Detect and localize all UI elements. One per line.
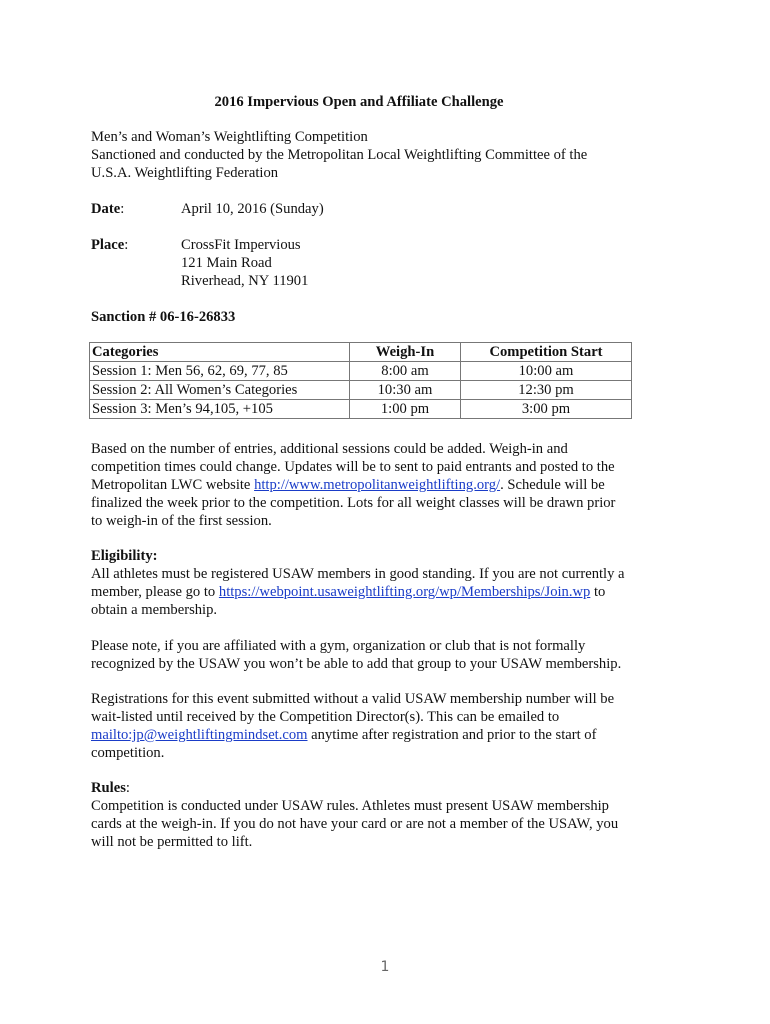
session-start: 12:30 pm [461, 381, 632, 400]
intro-line-1: Men’s and Woman’s Weightlifting Competition [91, 129, 368, 145]
page-number: 1 [380, 959, 390, 975]
sessions-line-5: to weigh-in of the first session. [91, 513, 272, 529]
registration-line-1: Registrations for this event submitted without a valid USAW membership number will be [91, 691, 615, 707]
header-competition-start: Competition Start [461, 343, 632, 362]
sessions-line-3 [91, 476, 605, 494]
session-weigh-in: 1:00 pm [350, 400, 461, 419]
sessions-line-2: competition times could change. Updates will be to sent to paid entrants and posted to the [91, 459, 615, 475]
place-line-3: Riverhead, NY 11901 [181, 273, 309, 289]
eligibility-line-1: All athletes must be registered USAW members in good standing. If you are not currently a [91, 566, 625, 582]
sessions-line-4: finalized the week prior to the competition. Lots for all weight classes will be drawn prior [91, 495, 616, 511]
session-weigh-in: 8:00 am [350, 362, 461, 381]
document-title: 2016 Impervious Open and Affiliate Challenge [214, 94, 504, 110]
date-label: Date [91, 201, 121, 217]
rules-heading: Rules [91, 780, 126, 796]
registration-line-3-post: anytime after registration and prior to the start of [307, 727, 597, 743]
header-weigh-in: Weigh-In [350, 343, 461, 362]
eligibility-line-2-post: to [590, 584, 606, 600]
session-category: Session 2: All Women’s Categories [90, 381, 350, 400]
note-line-1: Please note, if you are affiliated with a gym, organization or club that is not formally [91, 638, 586, 654]
session-start: 3:00 pm [461, 400, 632, 419]
sessions-line-3-post: . Schedule will be [500, 477, 605, 493]
header-categories: Categories [90, 343, 350, 362]
director-email-link[interactable]: mailto:jp@weightliftingmindset.com [91, 727, 308, 743]
registration-line-3 [91, 726, 596, 744]
table-row [90, 362, 632, 381]
session-category: Session 3: Men’s 94,105, +105 [90, 400, 350, 419]
registration-line-4: competition. [91, 745, 165, 761]
table-row [90, 400, 632, 419]
eligibility-heading: Eligibility: [91, 548, 158, 564]
rules-heading-row: Rules: [91, 780, 130, 796]
registration-line-2: wait-listed until received by the Competition Director(s). This can be emailed to [91, 709, 560, 725]
session-weigh-in: 10:30 am [350, 381, 461, 400]
metropolitan-website-link[interactable]: http://www.metropolitanweightlifting.org/ [254, 477, 501, 493]
eligibility-line-3: obtain a membership. [91, 602, 218, 618]
date-value: April 10, 2016 (Sunday) [181, 201, 324, 217]
session-start: 10:00 am [461, 362, 632, 381]
rules-line-2: cards at the weigh-in. If you do not have your card or are not a member of the USAW, you [91, 816, 619, 832]
eligibility-line-2-pre: member, please go to [91, 584, 219, 600]
table-row [90, 381, 632, 400]
intro-line-2: Sanctioned and conducted by the Metropolitan Local Weightlifting Committee of the [91, 147, 588, 163]
rules-line-3: will not be permitted to lift. [91, 834, 253, 850]
date-label-row: Date: [91, 201, 125, 217]
eligibility-line-2 [91, 583, 605, 601]
schedule-header-row [90, 343, 632, 362]
note-line-2: recognized by the USAW you won’t be able to add that group to your USAW membership. [91, 656, 622, 672]
intro-line-3: U.S.A. Weightlifting Federation [91, 165, 279, 181]
sanction-number: Sanction # 06-16-26833 [91, 309, 236, 325]
session-category: Session 1: Men 56, 62, 69, 77, 85 [90, 362, 350, 381]
place-label-row: Place: [91, 237, 129, 253]
schedule-table [89, 342, 632, 419]
membership-join-link[interactable]: https://webpoint.usaweightlifting.org/wp/Memberships/Join.wp [218, 584, 591, 600]
place-line-2: 121 Main Road [181, 255, 272, 271]
sessions-line-1: Based on the number of entries, additional sessions could be added. Weigh-in and [91, 441, 568, 457]
sessions-line-3-pre: Metropolitan LWC website [91, 477, 255, 493]
place-label: Place [91, 237, 125, 253]
rules-line-1: Competition is conducted under USAW rules. Athletes must present USAW membership [91, 798, 609, 814]
place-line-1: CrossFit Impervious [181, 237, 301, 253]
